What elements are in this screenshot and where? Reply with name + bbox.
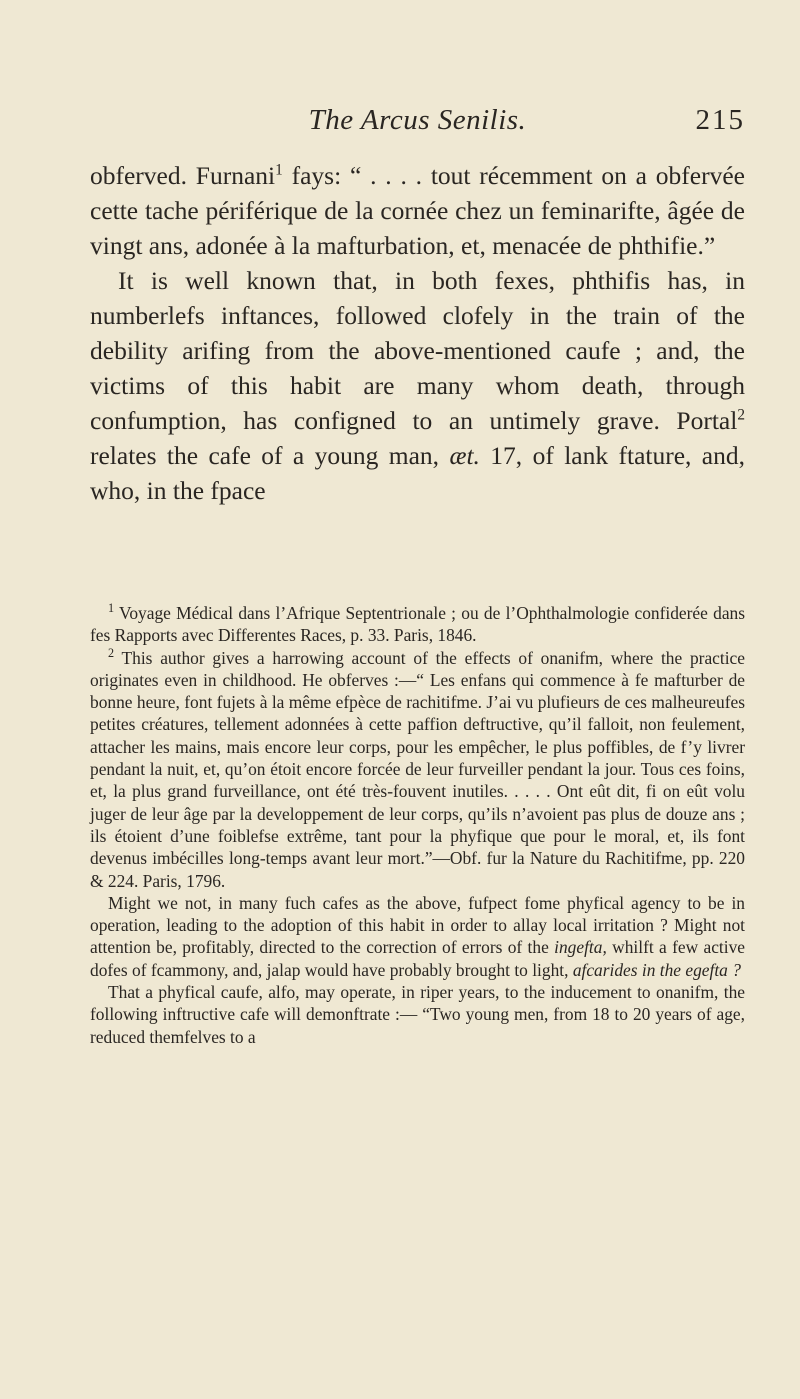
page-number: 215 — [695, 104, 745, 136]
running-title: The Arcus Senilis. — [308, 104, 527, 136]
footnote-ref: 1 — [275, 161, 283, 179]
footnote — [90, 647, 745, 892]
paragraph — [90, 158, 745, 263]
footnote-paragraph — [90, 892, 745, 981]
text-run: Might we not, in many fuch cafes as the above, fufpect fome phyfical agency to be in operation, leading to the adoption of this habit in order to allay local irritation ? Might not attention be, profitably, directed to the correction of errors of the — [90, 892, 745, 958]
footnotes — [90, 602, 745, 1048]
italic-text: æt. — [449, 441, 480, 470]
text-run: 17, of lank ftature, and, who, in the fpace — [90, 441, 745, 505]
text-run: obferved. Furnani — [90, 161, 276, 190]
footnote-mark: 1 — [108, 601, 115, 616]
italic-text: afcarides in the egefta ? — [572, 959, 741, 980]
text-run: That a phyfical caufe, alfo, may operate, in riper years, to the inducement to onanifm, the following inftructive cafe will demonftrate :— “Two young men, from 18 to 20 years of age, reduced themfelves to a — [90, 982, 745, 1047]
page-header — [90, 104, 745, 144]
footnote-ref: 2 — [737, 406, 745, 424]
footnote-mark: 2 — [108, 645, 115, 660]
text-run: relates the cafe of a young man, — [90, 441, 450, 470]
footnote-paragraph — [90, 981, 745, 1048]
footnote — [90, 602, 745, 647]
text-run: whilft a few active dofes of fcammony, and, jalap would have probably brought to light, — [90, 937, 746, 980]
text-run: It is well known that, in both fexes, phthifis has, in numberlefs inftances, followed clofely in the train of the debility arifing from the above-mentioned caufe ; and, the victims of this habit are many whom death, through confumption, has configned to an untimely grave. Portal — [90, 266, 745, 435]
italic-text: ingefta, — [554, 937, 607, 958]
footnote-text: Voyage Médical dans l’Afrique Septentrionale ; ou de l’Ophthalmologie confiderée dans fes Rapports avec Differentes Races, p. 33. Paris, 1846. — [90, 603, 745, 646]
text-run: fays: “ . . . . tout récemment on a obfervée cette tache périférique de la cornée chez un feminarifte, âgée de vingt ans, adonée à la mafturbation, et, menacée de phthifie.” — [90, 161, 745, 260]
footnote-text: This author gives a harrowing account of the effects of onanifm, where the practice originates even in childhood. He obferves :—“ Les enfans qui commence à fe mafturber de bonne heure, font fujets à la même efpèce de rachitifme. J’ai vu plufieurs de ces malheureufes petites créatures, tellement adonnées à cette paffion deftructive, qu’il falloit, non feulement, attacher les mains, mais encore leur corps, pour les empêcher, le plus poffibles, de f’y livrer pendant la nuit, et, qu’on étoit encore forcée de leur furveiller pendant la jour. Tous ces foins, et, la plus grand furveillance, ont été très-fouvent inutiles. . . . . Ont eût dit, fi on eût volu juger de leur âge par la developpement de leur corps, qu’ils n’avoient pas plus de douze ans ; ils étoient d’une foiblefse extrême, tant pour la phyfique que pour le moral, et, ils font devenus imbécilles long-temps avant leur mort.”—Obf. fur la Nature du Rachitifme, pp. 220 & 224. Paris, 1796. — [90, 647, 745, 891]
main-text — [90, 158, 745, 508]
paragraph — [90, 263, 745, 508]
